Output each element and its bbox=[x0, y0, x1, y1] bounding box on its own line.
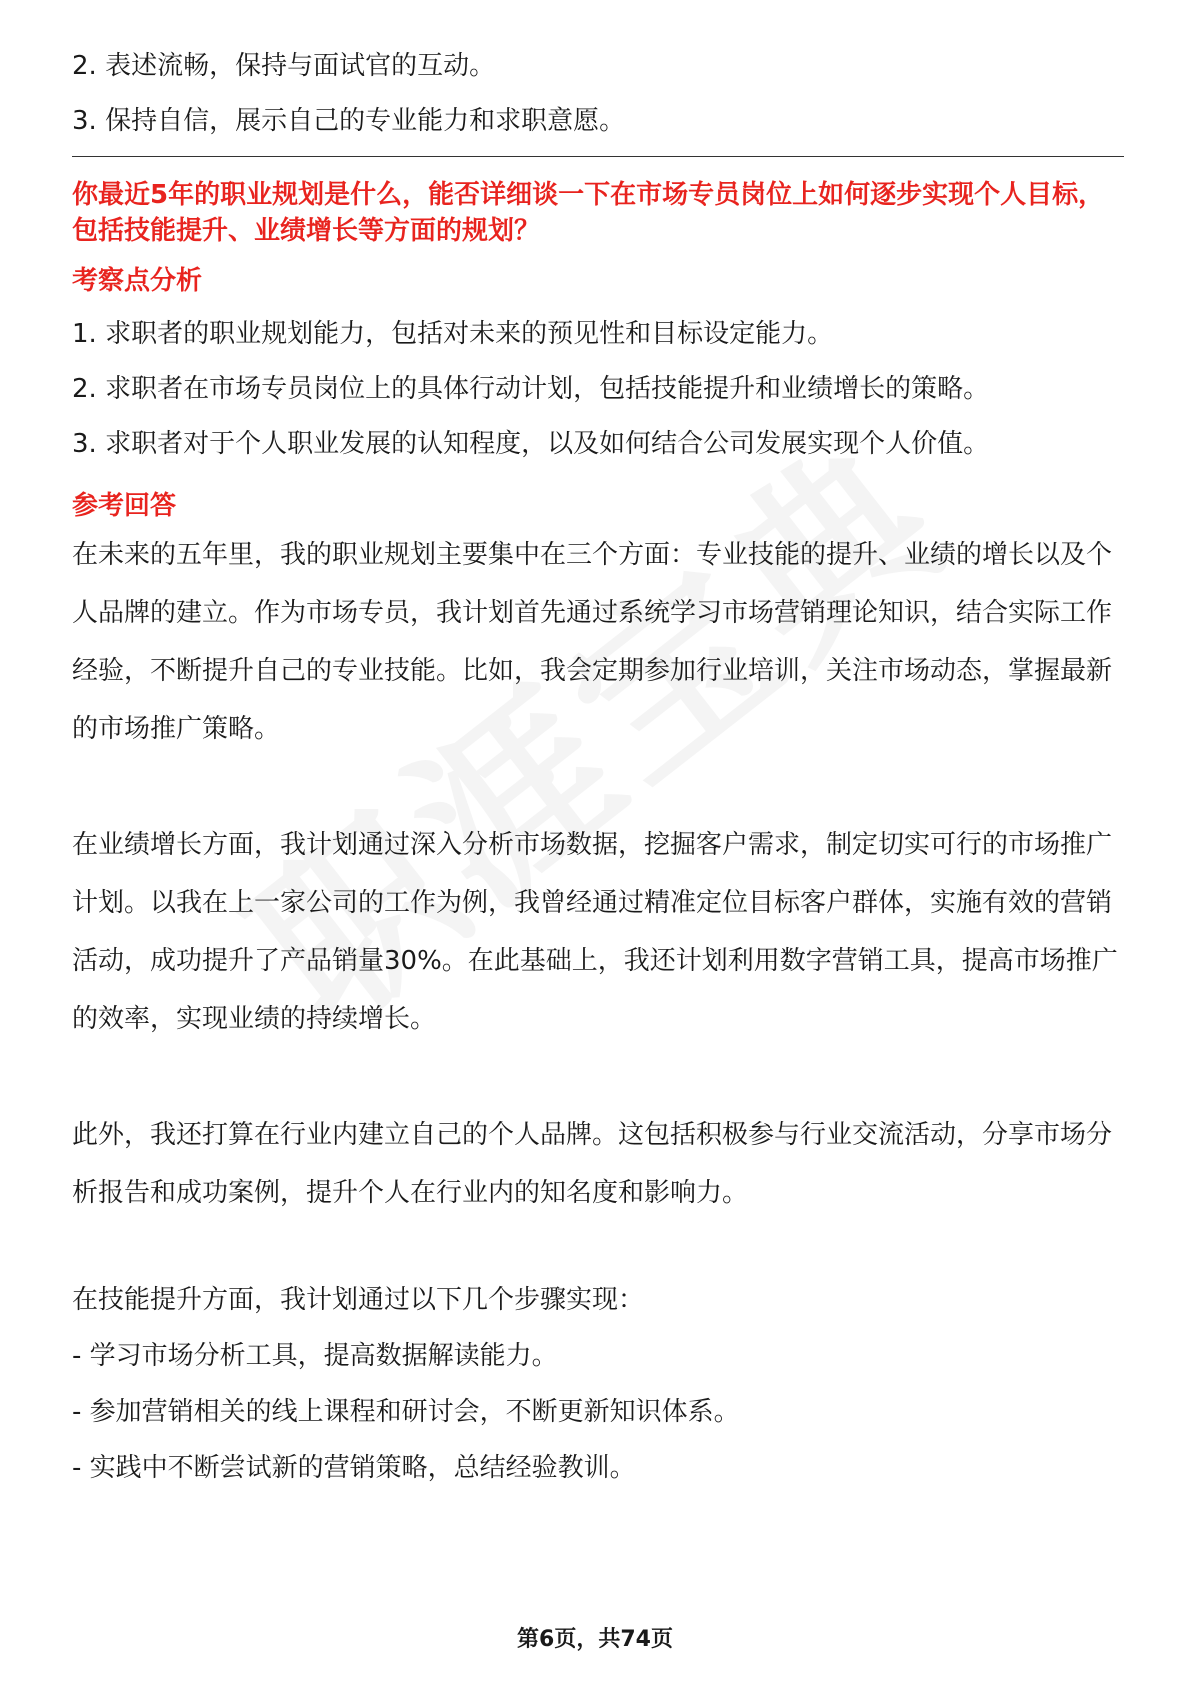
analysis-item: 1. 求职者的职业规划能力，包括对未来的预见性和目标设定能力。 bbox=[72, 319, 834, 349]
analysis-item: 3. 求职者对于个人职业发展的认知程度，以及如何结合公司发展实现个人价值。 bbox=[72, 429, 990, 459]
skills-bullet: - 学习市场分析工具，提高数据解读能力。 bbox=[72, 1341, 558, 1371]
skills-bullet: - 参加营销相关的线上课程和研讨会，不断更新知识体系。 bbox=[72, 1397, 740, 1427]
document-body bbox=[72, 46, 1124, 1504]
question-heading: 你最近5年的职业规划是什么，能否详细谈一下在市场专员岗位上如何逐步实现个人目标，包括技能提升、业绩增长等方面的规划？ bbox=[72, 180, 1105, 246]
analysis-item: 2. 求职者在市场专员岗位上的具体行动计划，包括技能提升和业绩增长的策略。 bbox=[72, 374, 990, 404]
skills-bullet: - 实践中不断尝试新的营销策略，总结经验教训。 bbox=[72, 1453, 636, 1483]
analysis-heading: 考察点分析 bbox=[72, 266, 203, 296]
divider bbox=[72, 156, 1124, 157]
page-footer: 第6页，共74页 bbox=[517, 1627, 673, 1652]
answer-paragraph: 在未来的五年里，我的职业规划主要集中在三个方面：专业技能的提升、业绩的增长以及个人品牌的建立。作为市场专员，我计划首先通过系统学习市场营销理论知识，结合实际工作经验，不断提升自己的专业技能。比如，我会定期参加行业培训，关注市场动态，掌握最新的市场推广策略。 bbox=[72, 540, 1113, 744]
skills-intro: 在技能提升方面，我计划通过以下几个步骤实现： bbox=[72, 1285, 645, 1315]
list-item: 2. 表述流畅，保持与面试官的互动。 bbox=[72, 51, 496, 81]
answer-paragraph: 在业绩增长方面，我计划通过深入分析市场数据，挖掘客户需求，制定切实可行的市场推广计划。以我在上一家公司的工作为例，我曾经通过精准定位目标客户群体，实施有效的营销活动，成功提升了产品销量30%。在此基础上，我还计划利用数字营销工具，提高市场推广的效率，实现业绩的持续增长。 bbox=[72, 830, 1118, 1034]
answer-heading: 参考回答 bbox=[72, 491, 177, 521]
list-item: 3. 保持自信，展示自己的专业能力和求职意愿。 bbox=[72, 106, 626, 136]
answer-paragraph: 此外，我还打算在行业内建立自己的个人品牌。这包括积极参与行业交流活动，分享市场分析报告和成功案例，提升个人在行业内的知名度和影响力。 bbox=[72, 1120, 1113, 1208]
